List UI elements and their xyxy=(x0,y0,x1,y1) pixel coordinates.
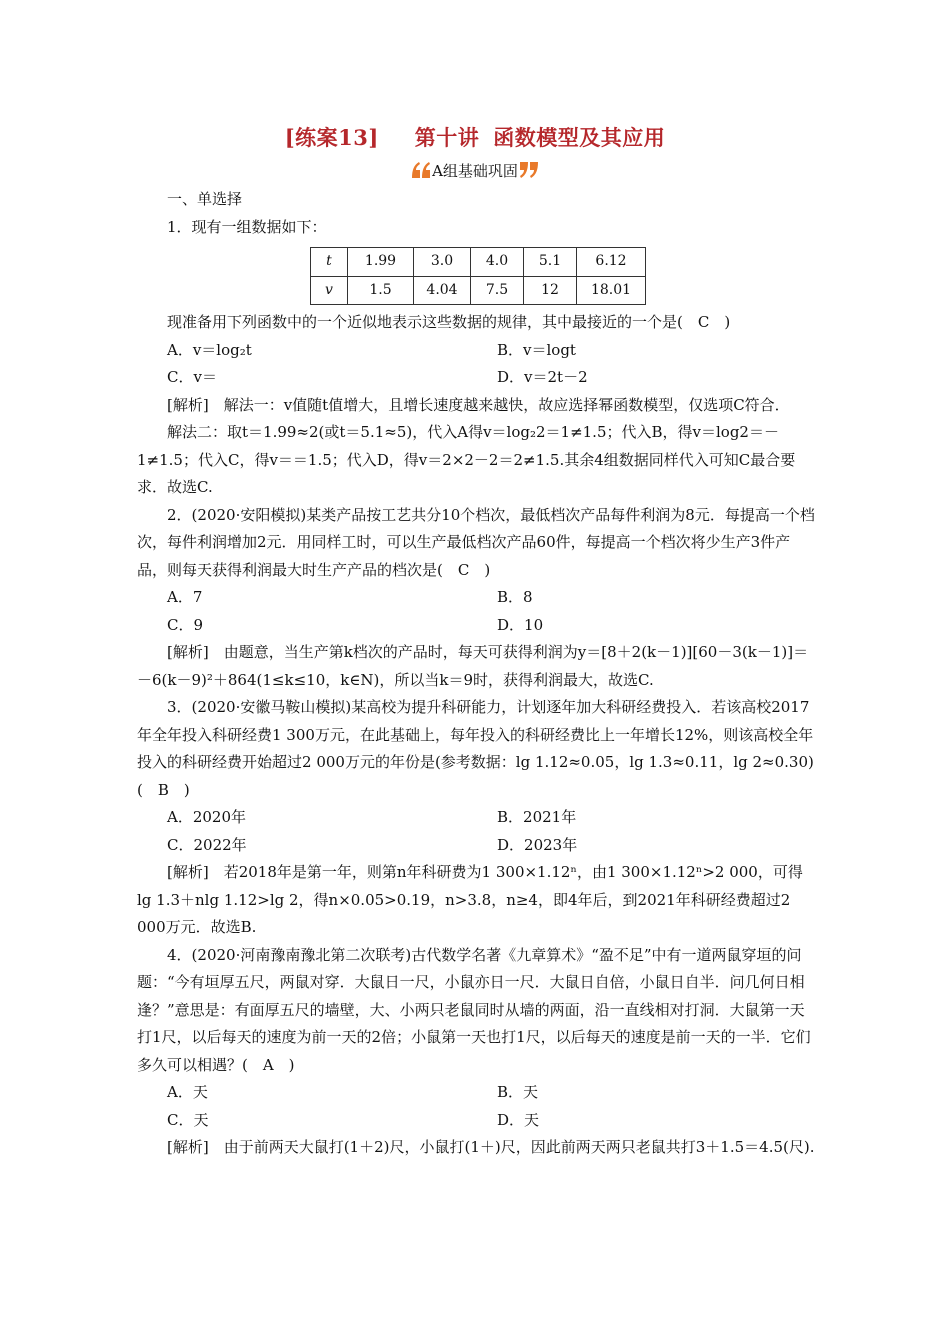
q4-analysis: [解析] 由于前两天大鼠打(1＋2)尺，小鼠打(1＋)尺，因此前两天两只老鼠共打3＋1.5＝4.5(尺). xyxy=(167,1138,815,1156)
open-quote-icon xyxy=(410,160,432,180)
q3-stem: 3．(2020·安徽马鞍山模拟)某高校为提升科研能力，计划逐年加大科研经费投入．若该高校2017年全年投入科研经费1 300万元，在此基础上，每年投入的科研经费比上一年增长12%，则该高校全年投入的科研经费开始超过2 000万元的年份是(参考数据：lg 1.12≈0.05，lg 1.3≈0.11，lg 2≈0.30)( B ) xyxy=(137,698,814,799)
option-a: A．2020年 xyxy=(167,808,247,826)
document-body xyxy=(137,186,817,1162)
option-b: B．2021年 xyxy=(497,808,577,826)
lecture-topic: 函数模型及其应用 xyxy=(493,125,666,150)
q2-options-row2 xyxy=(137,612,817,640)
close-quote-icon xyxy=(518,160,540,180)
q4-options-row2 xyxy=(137,1107,817,1135)
q2-analysis: [解析] 由题意，当生产第k档次的产品时，每天可获得利润为y＝[8＋2(k－1)][60－3(k－1)]＝－6(k－9)²＋864(1≤k≤10，k∈N)，所以当k＝9时，获得利润最大，故选C. xyxy=(137,643,809,689)
section-heading: 一、单选择 xyxy=(167,190,243,208)
table-cell: v xyxy=(311,276,348,305)
page-title xyxy=(0,122,950,152)
q2-options-row1 xyxy=(137,584,817,612)
option-d: D．v＝2t－2 xyxy=(497,368,588,386)
q3-analysis: [解析] 若2018年是第一年，则第n年科研费为1 300×1.12ⁿ，由1 300×1.12ⁿ>2 000，可得lg 1.3＋nlg 1.12>lg 2，得n×0.05>0.19，n>3.8，n≥4，即4年后，到2021年科研经费超过2 000万元．故选B. xyxy=(137,863,803,936)
option-c: C．9 xyxy=(167,615,204,634)
q1-options-row2 xyxy=(137,364,817,392)
q3-options-row2 xyxy=(137,832,817,860)
table-cell: 18.01 xyxy=(577,276,646,305)
option-c: C．2022年 xyxy=(167,835,247,854)
table-cell: 6.12 xyxy=(577,248,646,277)
option-d: D．2023年 xyxy=(497,835,578,854)
option-c: C．v＝ xyxy=(167,368,217,386)
lecture-number: 第十讲 xyxy=(414,125,480,150)
table-cell: 7.5 xyxy=(471,276,524,305)
q1-analysis-1: [解析] 解法一：v值随t值增大，且增长速度越来越快，故应选择幂函数模型，仅选项C符合． xyxy=(167,395,790,414)
group-heading xyxy=(0,160,950,181)
q1-analysis-2: 解法二：取t＝1.99≈2(或t＝5.1≈5)，代入A得v＝log₂2＝1≠1.5；代入B，得v＝log2＝－1≠1.5；代入C，得v＝＝1.5；代入D，得v＝2×2－2＝2≠1.5.其余4组数据同样代入可知C最合要求．故选C. xyxy=(137,423,796,496)
option-d: D．10 xyxy=(497,615,544,634)
option-a: A．v＝log₂t xyxy=(167,340,252,359)
option-b: B．v＝logt xyxy=(497,340,576,359)
table-cell: 1.99 xyxy=(348,248,414,277)
option-b: B．天 xyxy=(497,1083,539,1101)
option-d: D．天 xyxy=(497,1110,540,1129)
table-cell: 4.04 xyxy=(414,276,471,305)
table-cell: 12 xyxy=(524,276,577,305)
table-cell: 5.1 xyxy=(524,248,577,277)
option-c: C．天 xyxy=(167,1110,209,1129)
option-a: A．7 xyxy=(167,588,203,606)
table-cell: t xyxy=(311,248,348,277)
q4-options-row1 xyxy=(137,1079,817,1107)
table-cell: 3.0 xyxy=(414,248,471,277)
lesson-code: [练案13] xyxy=(284,125,379,150)
q4-stem: 4．(2020·河南豫南豫北第二次联考)古代数学名著《九章算术》“盈不足”中有一道两鼠穿垣的问题：“今有垣厚五尺，两鼠对穿．大鼠日一尺，小鼠亦日一尺．大鼠日自倍，小鼠日自半．问几何日相逢？”意思是：有面厚五尺的墙壁，大、小两只老鼠同时从墙的两面，沿一直线相对打洞．大鼠第一天打1尺，以后每天的速度为前一天的2倍；小鼠第一天也打1尺，以后每天的速度是前一天的一半．它们多久可以相遇？( A ) xyxy=(137,945,811,1074)
q1-stem: 1．现有一组数据如下： xyxy=(167,217,327,236)
table-row xyxy=(311,248,646,277)
table-row xyxy=(311,276,646,305)
table-cell: 1.5 xyxy=(348,276,414,305)
q1-question: 现准备用下列函数中的一个近似地表示这些数据的规律，其中最接近的一个是( C ) xyxy=(167,313,731,331)
q2-stem: 2．(2020·安阳模拟)某类产品按工艺共分10个档次，最低档次产品每件利润为8元．每提高一个档次，每件利润增加2元．用同样工时，可以生产最低档次产品60件，每提高一个档次将少生产3件产品，则每天获得利润最大时生产产品的档次是( C ) xyxy=(137,505,815,579)
table-cell: 4.0 xyxy=(471,248,524,277)
q1-options-row1 xyxy=(137,337,817,365)
group-label: A组基础巩固 xyxy=(432,162,518,180)
option-a: A．天 xyxy=(167,1083,208,1101)
q1-data-table xyxy=(310,247,646,305)
q3-options-row1 xyxy=(137,804,817,832)
option-b: B．8 xyxy=(497,588,533,606)
